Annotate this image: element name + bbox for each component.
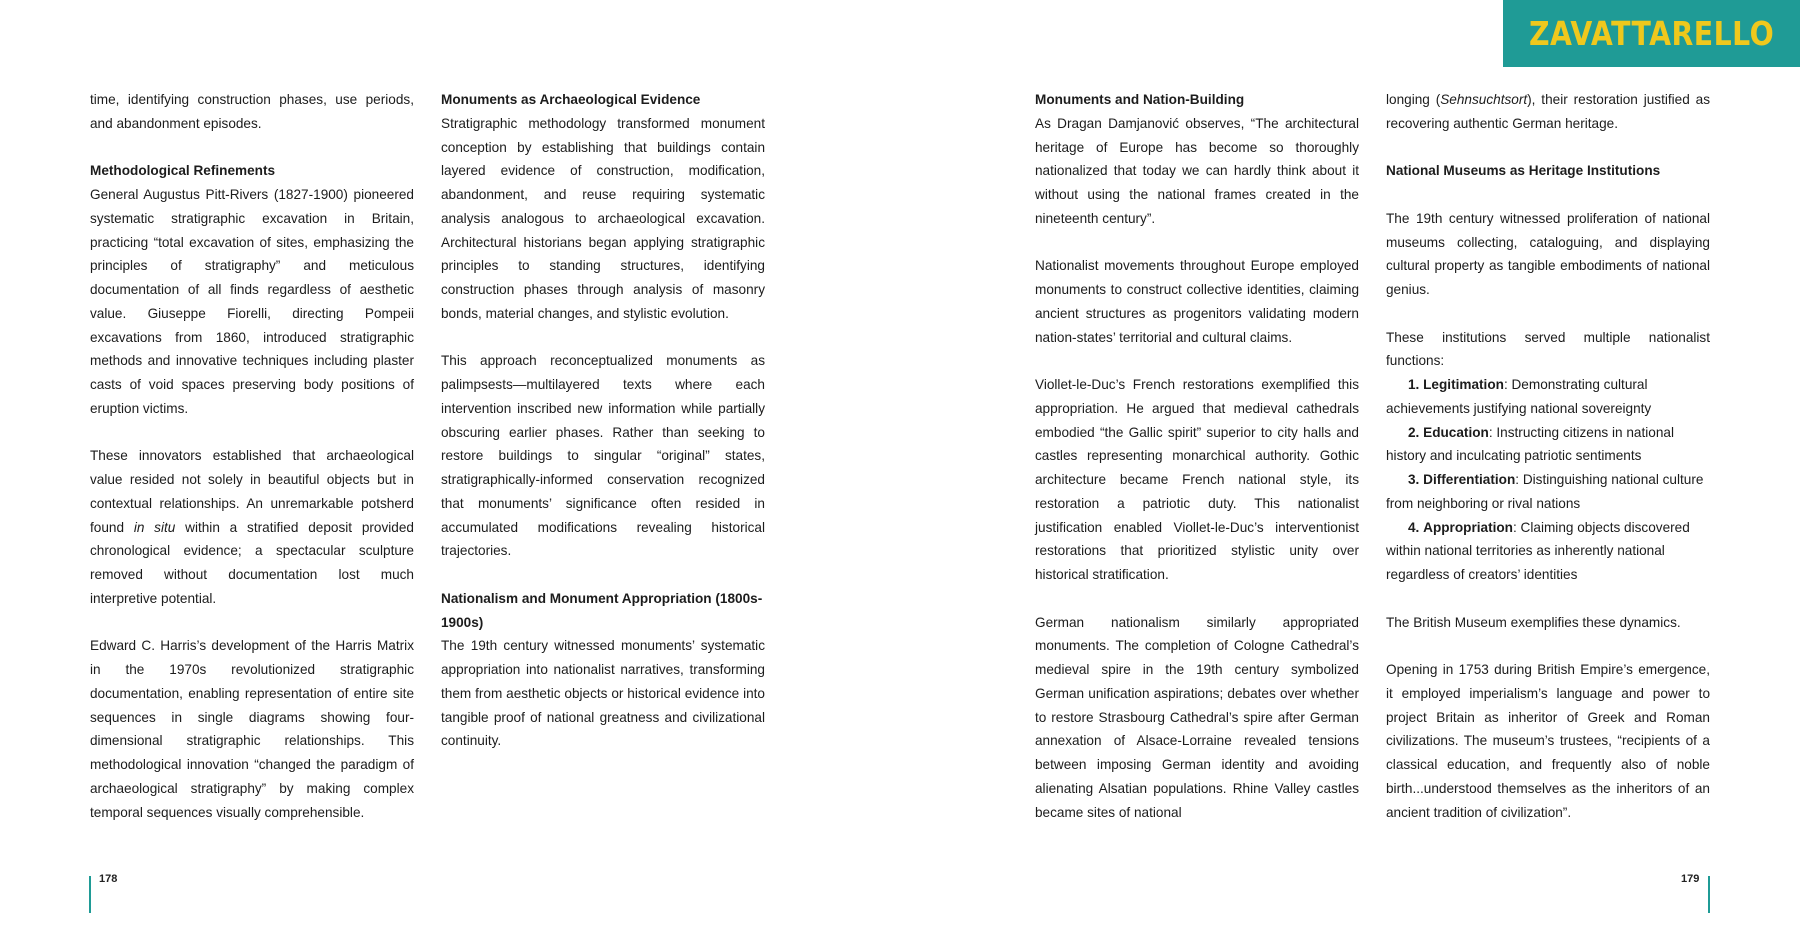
list-text: : Claiming objects discovered within national territories as inherently national regardless of creators’ identities xyxy=(1386,519,1690,582)
text-run: longing ( xyxy=(1386,92,1441,107)
italic-term: Sehnsuchtsort xyxy=(1440,92,1528,107)
section-heading: National Museums as Heritage Institutions xyxy=(1386,163,1661,179)
left-folio-rule xyxy=(89,876,91,913)
section-heading: Monuments as Archaeological Evidence xyxy=(441,92,701,107)
paragraph: The 19th century witnessed proliferation of national museums collecting, cataloguing, and displaying cultural property as tangible embodiments of national genius. xyxy=(1386,210,1710,297)
paragraph: Nationalist movements throughout Europe employed monuments to construct collective identities, claiming ancient structures as progenitors validating modern nation-states’ territorial and cultural claims. xyxy=(1035,258,1359,345)
right-page-number: 179 xyxy=(1681,873,1700,885)
list-item xyxy=(1386,468,1710,516)
paragraph: time, identifying construction phases, use periods, and abandonment episodes. xyxy=(90,92,414,131)
paragraph: General Augustus Pitt-Rivers (1827-1900) pioneered systematic stratigraphic excavation in Britain, practicing “total excavation of sites, emphasizing the principles of stratigraphy” and meticulous documentation of all finds regardless of aesthetic value. Giuseppe Fiorelli, directing Pompeii excavations from 1860, introduced stratigraphic methods and innovative techniques including plaster casts of void spaces preserving body positions of eruption victims. xyxy=(90,187,414,416)
paragraph: German nationalism similarly appropriated monuments. The completion of Cologne Cathedral’s medieval spire in the 19th century symbolized German unification aspirations; debates over whether to restore Strasbourg Cathedral’s spire after German annexation of Alsace-Lorraine revealed tensions between imposing German identity and avoiding alienating Alsatian populations. Rhine Valley castles became sites of national xyxy=(1035,614,1359,820)
paragraph: Edward C. Harris’s development of the Harris Matrix in the 1970s revolutionized stratigraphic documentation, enabling representation of entire site sequences in single diagrams showing four-dimensional stratigraphic relationships. This methodological innovation “changed the paradigm of archaeological stratigraphy” by making complex temporal sequences visually comprehensible. xyxy=(90,638,414,820)
left-page-column-2 xyxy=(441,88,765,777)
list-term: Appropriation xyxy=(1423,519,1513,535)
paragraph: Stratigraphic methodology transformed monument conception by establishing that buildings contain layered evidence of construction, modification, abandonment, and reuse requiring systematic analysis analogous to archaeological excavation. Architectural historians began applying stratigraphic principles to standing structures, identifying construction phases through analysis of masonry bonds, material changes, and stylistic evolution. xyxy=(441,115,765,321)
paragraph: As Dragan Damjanović observes, “The architectural heritage of Europe has become so thoroughly nationalized that today we can hardly think about it without using the national frames created in the nineteenth century”. xyxy=(1035,115,1359,226)
brand-banner xyxy=(1503,0,1800,67)
list-text: : Instructing citizens in national history and inculcating patriotic sentiments xyxy=(1386,424,1674,464)
paragraph: The British Museum exemplifies these dynamics. xyxy=(1386,614,1681,630)
list-item xyxy=(1386,373,1710,421)
list-item xyxy=(1386,516,1710,587)
list-term: Differentiation xyxy=(1423,472,1516,487)
list-text: : Distinguishing national culture from neighboring or rival nations xyxy=(1386,472,1704,511)
list-item xyxy=(1386,421,1710,469)
text-run: ), their restoration justified as recovering authentic German heritage. xyxy=(1386,92,1710,131)
list-text: : Demonstrating cultural achievements justifying national sovereignty xyxy=(1386,377,1652,416)
right-page-column-1 xyxy=(1035,88,1359,824)
text-run: within a stratified deposit provided chronological evidence; a spectacular sculpture removed without documentation lost much interpretive potential. xyxy=(90,519,414,606)
right-page-column-2 xyxy=(1386,88,1710,848)
list-term: Education xyxy=(1423,424,1489,440)
paragraph: The 19th century witnessed monuments’ systematic appropriation into nationalist narratives, transforming them from aesthetic objects or historical evidence into tangible proof of national greatness and civilizational continuity. xyxy=(441,638,765,749)
brand-name: ZAVATTARELLO xyxy=(1528,14,1775,53)
paragraph: This approach reconceptualized monuments as palimpsests—multilayered texts where each intervention inscribed new information while partially obscuring earlier phases. Rather than seeking to restore buildings to singular “original” states, stratigraphically-informed conservation recognized that monuments’ significance often resided in accumulated modifications revealing historical trajectories. xyxy=(441,353,765,559)
paragraph: Opening in 1753 during British Empire’s emergence, it employed imperialism’s language and power to project Britain as inheritor of Greek and Roman civilizations. The museum’s trustees, “recipients of a classical education, and frequently also of noble birth...understood themselves as the inheritors of an ancient tradition of civilization”. xyxy=(1386,662,1710,820)
section-heading: Nationalism and Monument Appropriation (1800s-1900s) xyxy=(441,590,763,630)
functions-list xyxy=(1386,373,1710,587)
paragraph xyxy=(90,444,414,610)
paragraph: These institutions served multiple nationalist functions: xyxy=(1386,329,1710,369)
text-run: These innovators established that archaeological value resided not solely in beautiful objects but in contextual relationships. An unremarkable potsherd found xyxy=(90,448,414,535)
list-number: 3. xyxy=(1408,472,1420,487)
list-number: 1. xyxy=(1408,377,1420,392)
paragraph xyxy=(1386,88,1710,136)
list-number: 4. xyxy=(1408,519,1420,535)
list-number: 2. xyxy=(1408,424,1420,440)
italic-term: in situ xyxy=(133,519,176,535)
list-term: Legitimation xyxy=(1423,377,1504,392)
right-folio-rule xyxy=(1708,876,1710,913)
section-heading: Monuments and Nation-Building xyxy=(1035,92,1245,107)
paragraph: Viollet-le-Duc’s French restorations exemplified this appropriation. He argued that medieval cathedrals embodied “the Gallic spirit” superior to city halls and castles representing monarchical authority. Gothic architecture became French national style, its restoration a patriotic duty. This nationalist justification enabled Viollet-le-Duc’s interventionist restorations that prioritized stylistic unity over historical stratification. xyxy=(1035,377,1359,582)
left-page-number: 178 xyxy=(99,873,118,885)
section-heading: Methodological Refinements xyxy=(90,163,276,179)
left-page-column-1 xyxy=(90,88,414,848)
